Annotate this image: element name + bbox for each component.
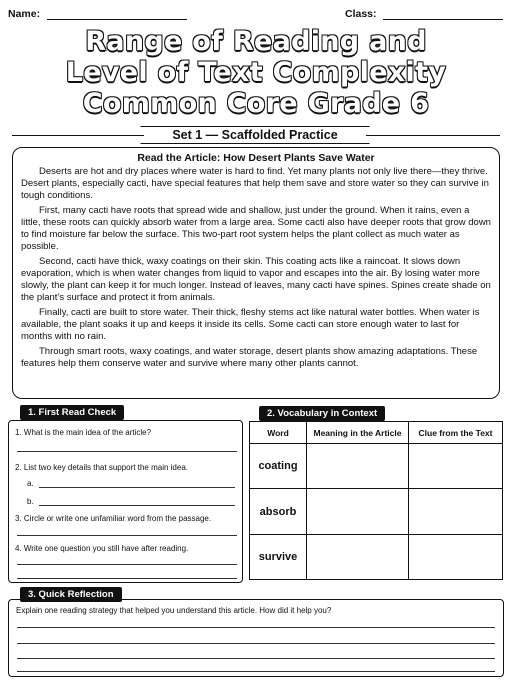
vocab-word: coating	[250, 444, 307, 489]
name-field[interactable]	[47, 9, 187, 20]
clue-cell[interactable]	[409, 534, 503, 579]
sub-b-label: b.	[27, 497, 34, 506]
article-box	[12, 147, 500, 399]
article-paragraph: Second, cacti have thick, waxy coatings on their skin. This coating acts like a raincoat. It slows down evaporation, which is when water changes from liquid to vapor and escapes into the air. By losing water more slowly, the plant can keep it for much longer. Instead of leaves, many cacti have spines. Spines create shade on the plant’s surface and protect it from animals.	[21, 256, 491, 303]
name-label: Name:	[8, 8, 41, 20]
question-1: 1. What is the main idea of the article?	[15, 428, 152, 437]
first-read-box	[8, 420, 243, 583]
clue-cell[interactable]	[409, 489, 503, 534]
class-label: Class:	[345, 8, 377, 20]
reflection-line[interactable]	[17, 658, 495, 659]
reflection-line[interactable]	[17, 643, 495, 644]
set-banner	[140, 126, 370, 144]
vocab-col-word: Word	[250, 422, 307, 444]
banner-text: Set 1 — Scaffolded Practice	[172, 128, 338, 142]
reflection-box	[8, 599, 504, 677]
clue-cell[interactable]	[409, 444, 503, 489]
meaning-cell[interactable]	[307, 534, 409, 579]
meaning-cell[interactable]	[307, 489, 409, 534]
vocab-row	[250, 444, 503, 489]
answer-line-a[interactable]	[39, 487, 235, 488]
vocab-row	[250, 534, 503, 579]
article-paragraph: Finally, cacti are built to store water. Their thick, fleshy stems act like natural water bottles. When water is available, the plant soaks it up and keeps it inside its cells. Some cacti can store enough water to last for months with no rain.	[21, 307, 480, 342]
vocab-col-meaning: Meaning in the Article	[307, 422, 409, 444]
answer-line-b[interactable]	[39, 505, 235, 506]
reflection-prompt: Explain one reading strategy that helped you understand this article. How did it help you?	[16, 606, 332, 615]
vocab-word: absorb	[250, 489, 307, 534]
class-row	[345, 8, 503, 20]
reflection-line[interactable]	[17, 627, 495, 628]
title-line-1: Range of Reading and	[85, 26, 427, 57]
name-row	[8, 8, 187, 20]
question-4: 4. Write one question you still have after reading.	[15, 544, 189, 553]
article-paragraph: Deserts are hot and dry places where water is hard to find. Yet many plants not only live there—they thrive. Desert plants, especially cacti, have special features that help them save and store water so they can survive in tough conditions.	[21, 166, 489, 201]
reflection-line[interactable]	[17, 671, 495, 672]
vocab-row	[250, 489, 503, 534]
answer-line[interactable]	[17, 564, 237, 565]
sub-a-label: a.	[27, 479, 34, 488]
answer-line[interactable]	[17, 535, 237, 536]
banner-rule-right	[366, 135, 500, 136]
article-paragraph: Through smart roots, waxy coatings, and water storage, desert plants show amazing adaptations. These features help them conserve water and survive where many other plants cannot.	[21, 346, 478, 369]
vocab-label: 2. Vocabulary in Context	[259, 406, 385, 421]
answer-line[interactable]	[17, 578, 237, 579]
answer-line[interactable]	[17, 451, 237, 452]
vocab-word: survive	[250, 534, 307, 579]
vocab-header-row	[250, 422, 503, 444]
meaning-cell[interactable]	[307, 444, 409, 489]
worksheet-title	[0, 26, 512, 119]
title-line-2: Level of Text Complexity	[65, 57, 447, 88]
vocab-table	[249, 421, 503, 580]
question-3: 3. Circle or write one unfamiliar word from the passage.	[15, 514, 212, 523]
article-heading: Read the Article: How Desert Plants Save Water	[137, 152, 375, 164]
question-2: 2. List two key details that support the main idea.	[15, 463, 188, 472]
vocab-col-clue: Clue from the Text	[409, 422, 503, 444]
reflection-label: 3. Quick Reflection	[20, 587, 122, 602]
article-paragraph: First, many cacti have roots that spread wide and shallow, just under the ground. When it rains, even a little, these roots can quickly absorb water from a large area. Some cacti also have deeper roots that grow down to find moisture far below the surface. This two-part root system helps the plant collect as much water as possible.	[21, 205, 491, 252]
banner-rule-left	[12, 135, 144, 136]
class-field[interactable]	[383, 9, 503, 20]
first-read-label: 1. First Read Check	[20, 405, 124, 420]
title-line-3: Common Core Grade 6	[82, 88, 430, 119]
